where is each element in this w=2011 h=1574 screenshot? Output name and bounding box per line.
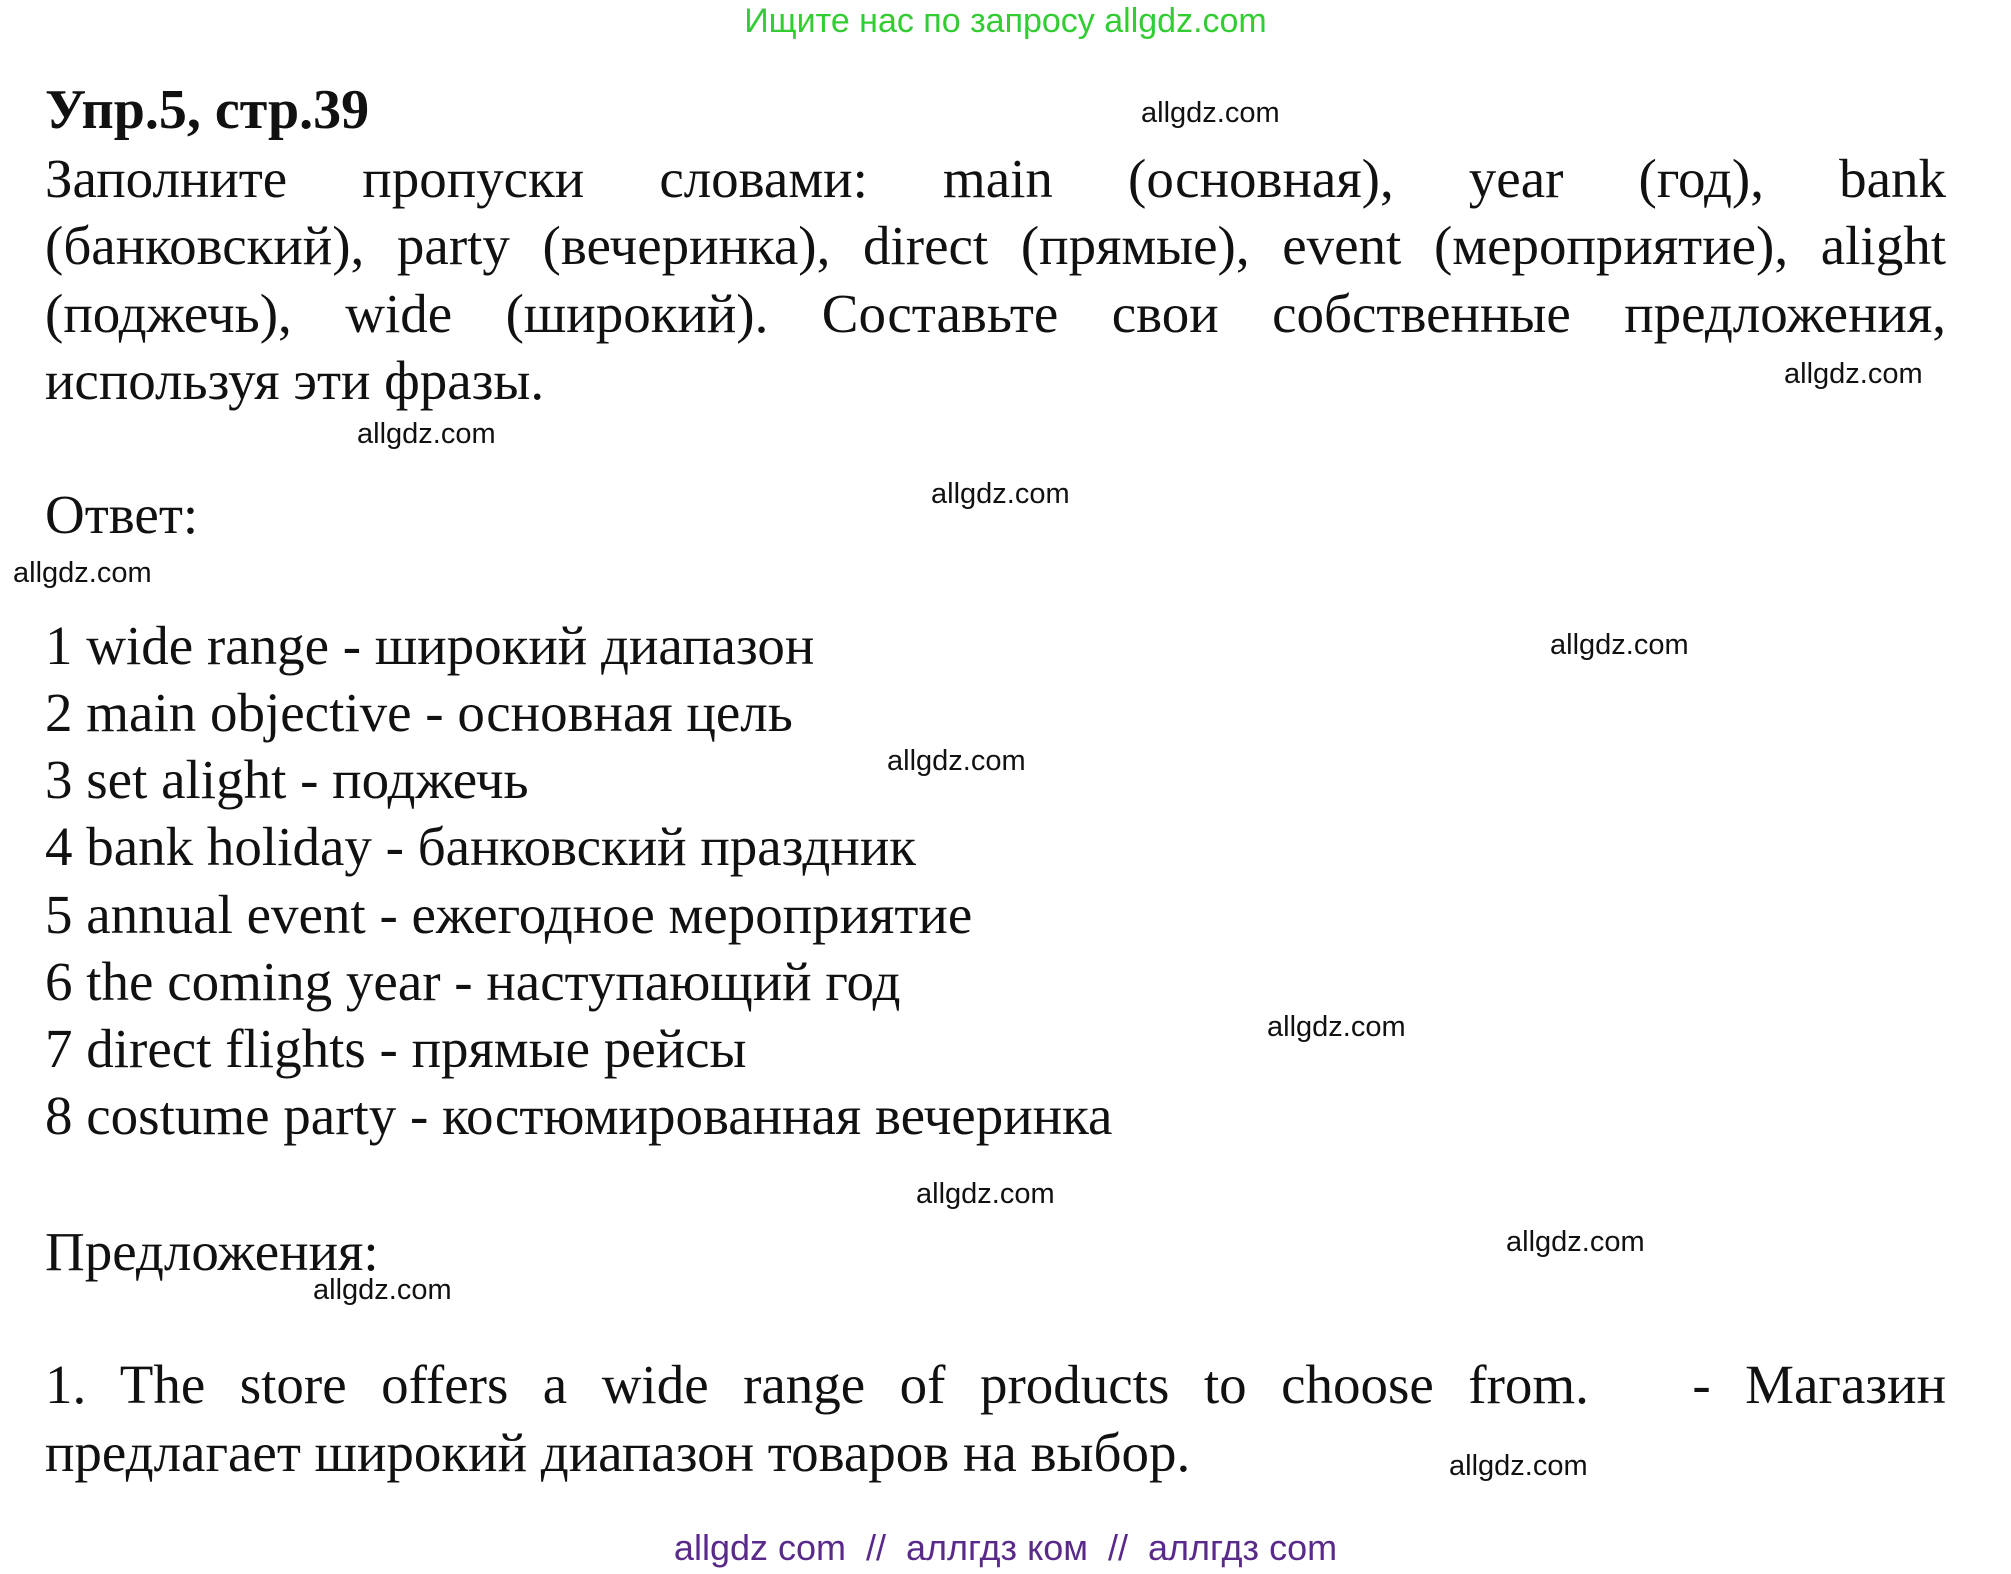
- task-line: используя эти фразы.: [45, 350, 545, 411]
- answer-item: 8 costume party - костюмированная вечеринка: [45, 1085, 1113, 1146]
- answer-heading: Ответ:: [45, 484, 199, 545]
- sentence-line: 1. The store offers a wide range of products to choose from. - Магазин: [45, 1354, 1946, 1415]
- answer-item: 7 direct flights - прямые рейсы: [45, 1018, 747, 1079]
- watermark: allgdz.com: [931, 478, 1070, 510]
- watermark: allgdz.com: [1267, 1011, 1406, 1043]
- watermark: allgdz.com: [1784, 358, 1923, 390]
- footer-links: allgdz com // аллгдз ком // аллгдз com: [673, 1527, 1338, 1568]
- watermark: allgdz.com: [887, 745, 1026, 777]
- watermark: allgdz.com: [1449, 1450, 1588, 1482]
- watermark: allgdz.com: [916, 1178, 1055, 1210]
- sentences-heading: Предложения:: [45, 1221, 379, 1282]
- watermark: allgdz.com: [313, 1274, 452, 1306]
- answer-item: 6 the coming year - наступающий год: [45, 951, 901, 1012]
- watermark: allgdz.com: [1141, 97, 1280, 129]
- answer-item: 4 bank holiday - банковский праздник: [45, 816, 917, 877]
- task-line: (банковский), party (вечеринка), direct (прямые), event (мероприятие), alight: [45, 215, 1946, 276]
- task-line: Заполните пропуски словами: main (основная), year (год), bank: [45, 148, 1946, 209]
- exercise-title: Упр.5, стр.39: [45, 79, 370, 141]
- watermark: allgdz.com: [13, 557, 152, 589]
- watermark: allgdz.com: [1506, 1226, 1645, 1258]
- answer-item: 2 main objective - основная цель: [45, 682, 793, 743]
- task-line: (поджечь), wide (широкий). Составьте свои собственные предложения,: [45, 283, 1946, 344]
- watermark: allgdz.com: [357, 418, 496, 450]
- answer-item: 3 set alight - поджечь: [45, 749, 529, 810]
- watermark: allgdz.com: [1550, 629, 1689, 661]
- answer-item: 1 wide range - широкий диапазон: [45, 615, 815, 676]
- sentence-line: предлагает широкий диапазон товаров на выбор.: [45, 1422, 1191, 1483]
- answer-item: 5 annual event - ежегодное мероприятие: [45, 884, 973, 945]
- top-banner: Ищите нас по запросу allgdz.com: [744, 2, 1267, 40]
